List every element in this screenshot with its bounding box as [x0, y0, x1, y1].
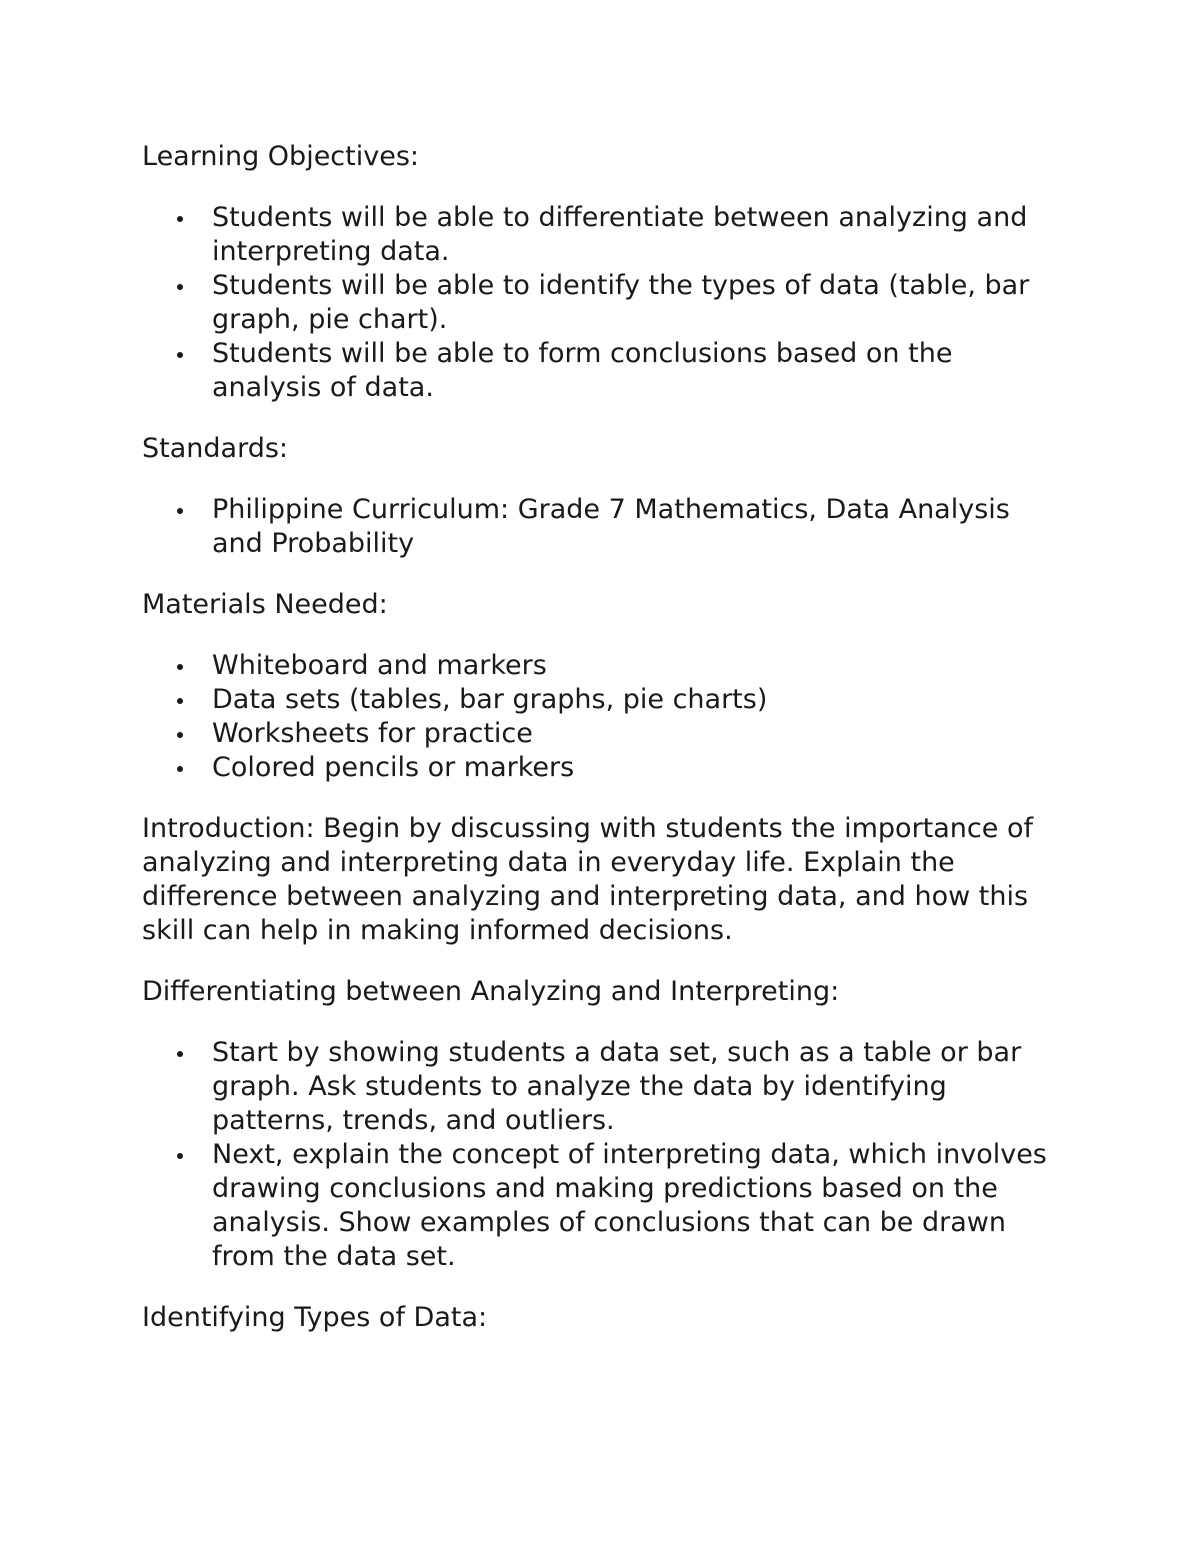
document-body: [142, 140, 1062, 1335]
list-item: Next, explain the concept of interpreting data, which involves drawing conclusions and making predictions based on the analysis. Show examples of conclusions that can be drawn from the data set.: [142, 1138, 1062, 1274]
list-item: Worksheets for practice: [142, 717, 1062, 751]
introduction-paragraph: Introduction: Begin by discussing with students the importance of analyzing and interpreting data in everyday life. Explain the difference between analyzing and interpreting data, and how this skill can help in making informed decisions.: [142, 813, 1033, 946]
materials-heading: Materials Needed:: [142, 589, 388, 620]
standards-heading: Standards:: [142, 433, 288, 464]
list-item: Data sets (tables, bar graphs, pie charts): [142, 683, 1062, 717]
list-item: Students will be able to identify the types of data (table, bar graph, pie chart).: [142, 269, 1062, 337]
differentiating-heading: Differentiating between Analyzing and Interpreting:: [142, 976, 840, 1007]
list-item: Students will be able to form conclusions based on the analysis of data.: [142, 337, 1062, 405]
learning-objectives-list: [142, 201, 1062, 405]
list-item: Start by showing students a data set, such as a table or bar graph. Ask students to analyze the data by identifying patterns, trends, and outliers.: [142, 1036, 1062, 1138]
identifying-types-heading: Identifying Types of Data:: [142, 1302, 488, 1333]
learning-objectives-heading: Learning Objectives:: [142, 141, 419, 172]
list-item: Whiteboard and markers: [142, 649, 1062, 683]
list-item: Philippine Curriculum: Grade 7 Mathematics, Data Analysis and Probability: [142, 493, 1062, 561]
standards-list: [142, 493, 1062, 561]
list-item: Colored pencils or markers: [142, 751, 1062, 785]
list-item: Students will be able to differentiate between analyzing and interpreting data.: [142, 201, 1062, 269]
materials-list: [142, 649, 1062, 785]
differentiating-list: [142, 1036, 1062, 1274]
